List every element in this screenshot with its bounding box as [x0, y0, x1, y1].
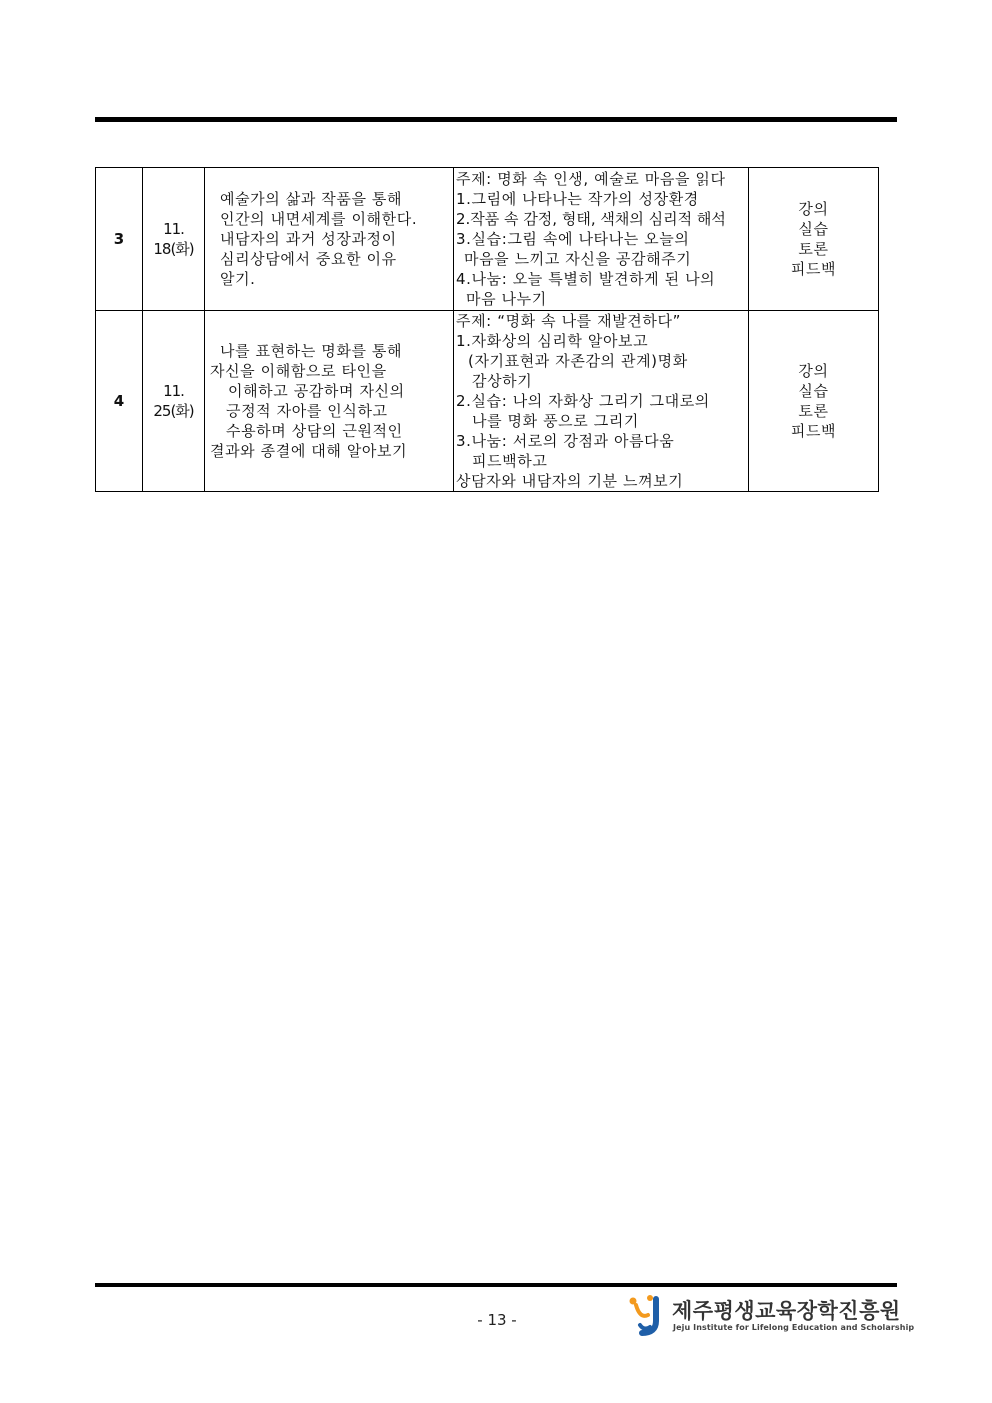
- table-row: [96, 311, 879, 492]
- method-item: 강의: [798, 362, 829, 380]
- session-date: 11. 18(화): [143, 168, 205, 311]
- goal-line: 내담자의 과거 성장과정이: [220, 230, 397, 248]
- session-date: 11. 25(화): [143, 311, 205, 492]
- institute-name-english: Jeju Institute for Lifelong Education and Scholarship: [673, 1323, 915, 1332]
- goal-line: 결과와 종결에 대해 알아보기: [210, 442, 408, 460]
- institute-emblem-icon: [626, 1293, 670, 1337]
- method-item: 피드백: [790, 260, 837, 278]
- method-item: 실습: [798, 382, 829, 400]
- session-method: [749, 311, 879, 492]
- goal-line: 수용하며 상담의 근원적인: [226, 422, 403, 440]
- session-method: [749, 168, 879, 311]
- method-item: 토론: [798, 240, 829, 258]
- content-line: 1.그림에 나타나는 작가의 성장환경: [456, 190, 699, 208]
- content-line: 주제: “명화 속 나를 재발견하다”: [456, 312, 681, 330]
- session-number: 3: [96, 168, 143, 311]
- content-line: 4.나눔: 오늘 특별히 발견하게 된 나의: [456, 270, 716, 288]
- content-line: 3.나눔: 서로의 강점과 아름다움: [456, 432, 675, 450]
- goal-line: 나를 표현하는 명화를 통해: [220, 342, 403, 360]
- content-line: 주제: 명화 속 인생, 예술로 마음을 읽다: [456, 170, 726, 188]
- goal-line: 알기.: [220, 270, 256, 288]
- content-line: 1.자화상의 심리학 알아보고: [456, 332, 649, 350]
- session-content: [454, 311, 749, 492]
- content-line: 나를 명화 풍으로 그리기: [472, 412, 640, 430]
- method-item: 토론: [798, 402, 829, 420]
- content-line: 2.실습: 나의 자화상 그리기 그대로의: [456, 392, 710, 410]
- institute-logo: [626, 1293, 915, 1338]
- content-line: 감상하기: [472, 372, 533, 390]
- content-line: 2.작품 속 감정, 형태, 색채의 심리적 해석: [456, 210, 726, 228]
- session-content: [454, 168, 749, 311]
- goal-line: 이해하고 공감하며 자신의: [228, 382, 405, 400]
- content-line: (자기표현과 자존감의 관계)명화: [468, 352, 688, 370]
- page-number: - 13 -: [477, 1311, 517, 1329]
- goal-line: 자신을 이해함으로 타인을: [210, 362, 387, 380]
- goal-line: 예술가의 삶과 작품을 통해: [220, 190, 403, 208]
- footer-rule: [95, 1283, 897, 1287]
- method-item: 피드백: [790, 422, 837, 440]
- session-goal: [205, 168, 454, 311]
- method-item: 강의: [798, 200, 829, 218]
- table-row: [96, 168, 879, 311]
- program-schedule-table: [95, 167, 879, 492]
- goal-line: 긍정적 자아를 인식하고: [226, 402, 388, 420]
- goal-line: 심리상담에서 중요한 이유: [220, 250, 397, 268]
- content-line: 상담자와 내담자의 기분 느껴보기: [456, 472, 684, 490]
- institute-name: 제주평생교육장학진흥원: [672, 1299, 901, 1323]
- method-item: 실습: [798, 220, 829, 238]
- content-line: 피드백하고: [472, 452, 548, 470]
- content-line: 마음 나누기: [466, 290, 547, 308]
- goal-line: 인간의 내면세계를 이해한다.: [220, 210, 418, 228]
- session-number: 4: [96, 311, 143, 492]
- session-goal: [205, 311, 454, 492]
- header-rule: [95, 117, 897, 122]
- content-line: 마음을 느끼고 자신을 공감해주기: [464, 250, 692, 268]
- content-line: 3.실습:그림 속에 나타나는 오늘의: [456, 230, 690, 248]
